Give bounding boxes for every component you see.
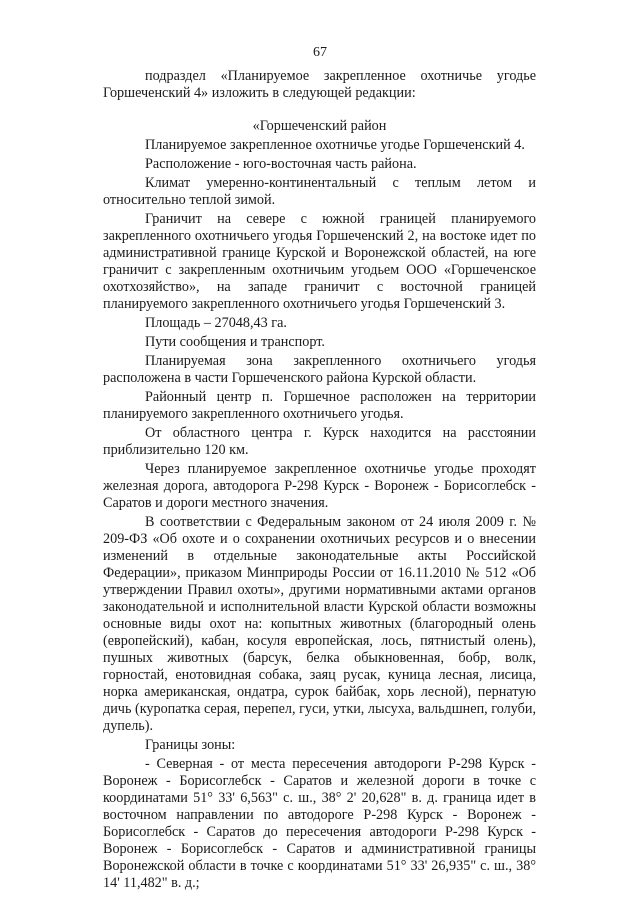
paragraph: Планируемое закрепленное охотничье угодье Горшеченский 4.: [145, 137, 525, 153]
paragraph: Пути сообщения и транспорт.: [145, 334, 325, 350]
section-heading: «Горшеченский район: [252, 118, 387, 134]
page-number: 67: [313, 45, 327, 60]
paragraph: Расположение - юго-восточная часть района.: [145, 156, 417, 172]
paragraph: От областного центра г. Курск находится на расстоянии приблизительно 120 км.: [103, 425, 536, 458]
paragraph: Границы зоны:: [145, 737, 236, 753]
paragraph: подраздел «Планируемое закрепленное охотничье угодье Горшеченский 4» изложить в следующей редакции:: [103, 68, 536, 101]
paragraph: Площадь – 27048,43 га.: [145, 315, 287, 331]
paragraph: Климат умеренно-континентальный с теплым летом и относительно теплой зимой.: [103, 175, 536, 208]
paragraph: - Северная - от места пересечения автодороги Р-298 Курск - Воронеж - Борисоглебск - Саратов и железной дороги в точке с координатами 51° 33' 6,563" с. ш., 38° 2' 20,628" в. д. граница идет в восточном направлении по автодороге Р-298 Курск - Воронеж - Борисоглебск - Саратов до пересечения автодороги Р-298 Курск - Воронеж - Борисоглебск - Саратов и административной границы Воронежской области в точке с координатами 51° 33' 26,935" с. ш., 38° 14' 11,482" в. д.;: [103, 756, 536, 891]
paragraph: Планируемая зона закрепленного охотничьего угодья расположена в части Горшеченского района Курской области.: [103, 353, 536, 386]
paragraph: Через планируемое закрепленное охотничье угодье проходят железная дорога, автодорога Р-298 Курск - Воронеж - Борисоглебск - Саратов и дороги местного значения.: [103, 461, 536, 511]
paragraph: В соответствии с Федеральным законом от 24 июля 2009 г. № 209-ФЗ «Об охоте и о сохранении охотничьих ресурсов и о внесении изменений в отдельные законодательные акты Российской Федерации», приказом Минприроды России от 16.11.2010 № 512 «Об утверждении Правил охоты», другими нормативными актами органов законодательной и исполнительной власти Курской области возможны основные виды охот на: копытных животных (благородный олень (европейский), кабан, косуля европейская, лось, пятнистый олень), пушных животных (барсук, белка обыкновенная, бобр, волк, горностай, енотовидная собака, заяц русак, куница лесная, лисица, норка американская, ондатра, сурок байбак, хорь лесной), пернатую дичь (куропатка серая, перепел, гуси, утки, лысуха, вальдшнеп, голуби, дупель).: [103, 514, 536, 734]
document-body: [103, 68, 536, 892]
paragraph: Граничит на севере с южной границей планируемого закрепленного охотничьего угодья Горшеченский 2, на востоке идет по административной границе Курской и Воронежской областей, на юге граничит с закрепленным охотничьим угодьем ООО «Горшеченское охотхозяйство», на западе граничит с восточной границей планируемого закрепленного охотничьего угодья Горшеченский 3.: [103, 211, 536, 312]
paragraph: Районный центр п. Горшечное расположен на территории планируемого закрепленного охотничьего угодья.: [103, 389, 536, 422]
